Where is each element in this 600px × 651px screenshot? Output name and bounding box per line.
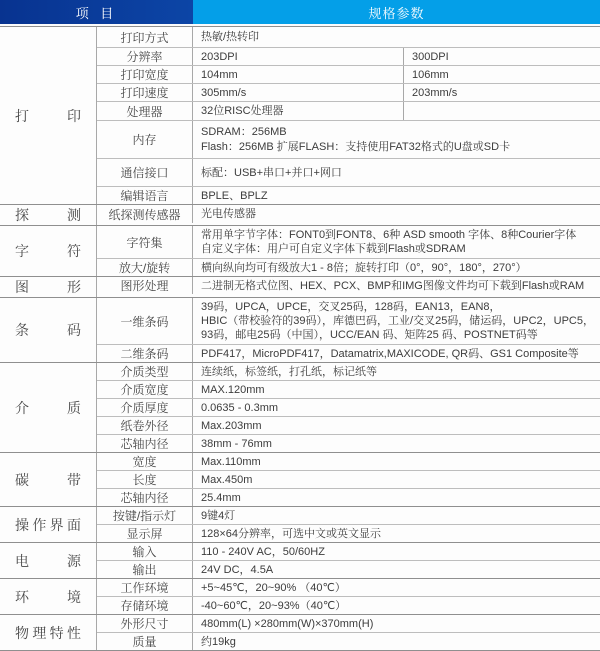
category-label: 操作界面	[15, 516, 81, 533]
row-label: 介质厚度	[97, 399, 193, 416]
row-label: 图形处理	[97, 277, 193, 294]
section-environment	[0, 579, 600, 615]
row-value	[193, 298, 600, 344]
section-physical	[0, 615, 600, 651]
row-value: 24V DC，4.5A	[201, 563, 274, 576]
row-label: 打印宽度	[97, 66, 193, 83]
row-label: 字符集	[97, 226, 193, 258]
table-row	[97, 524, 600, 542]
value-line: 93码，邮电25码（中国），UCC/EAN 码、矩阵25 码、POSTNET码等	[201, 329, 538, 341]
row-label: 外形尺寸	[97, 615, 193, 632]
row-value-2: 203mm/s	[412, 86, 458, 99]
table-row	[97, 596, 600, 614]
table-row	[97, 158, 600, 186]
row-value: 连续纸，标签纸，打孔纸，标记纸等	[201, 365, 377, 378]
row-value: 热敏/热转印	[201, 31, 260, 43]
row-value: 0.0635 - 0.3mm	[201, 401, 279, 414]
row-label: 放大/旋转	[97, 259, 193, 276]
category-label: 电 源	[15, 552, 81, 569]
table-row	[97, 398, 600, 416]
row-label: 长度	[97, 471, 193, 488]
row-value: -40~60℃，20~93%（40℃）	[201, 599, 347, 612]
table-row	[97, 277, 600, 294]
table-row	[97, 416, 600, 434]
section-graphics	[0, 277, 600, 298]
table-row	[97, 560, 600, 578]
table-row	[97, 186, 600, 204]
category-label: 条 码	[15, 322, 81, 338]
row-label: 宽度	[97, 453, 193, 470]
table-row	[97, 363, 600, 380]
section-operation-panel	[0, 507, 600, 543]
row-value: BPLE、BPLZ	[201, 189, 268, 202]
header-item-cell: 项 目	[0, 0, 193, 24]
row-label: 处理器	[97, 102, 193, 120]
row-value: 约19kg	[201, 635, 236, 648]
row-label: 纸卷外径	[97, 417, 193, 434]
table-row	[97, 380, 600, 398]
section-print	[0, 27, 600, 205]
row-label: 分辨率	[97, 48, 193, 65]
category-cell	[0, 543, 97, 578]
table-row	[97, 344, 600, 362]
row-value: MAX.120mm	[201, 383, 265, 396]
table-row	[97, 83, 600, 101]
row-value: Max.450m	[201, 473, 253, 486]
table-header	[0, 0, 600, 24]
row-value-2: 106mm	[412, 68, 449, 81]
category-label: 打 印	[15, 107, 81, 124]
row-value: 128×64分辨率，可选中文或英文显示	[201, 527, 382, 540]
row-value: PDF417，MicroPDF417，Datamatrix,MAXICODE, QR码、GS1 Composite等	[201, 347, 579, 360]
row-label: 打印速度	[97, 84, 193, 101]
row-value: 480mm(L) ×280mm(W)×370mm(H)	[201, 617, 374, 630]
table-row	[97, 120, 600, 158]
section-character	[0, 226, 600, 277]
category-cell	[0, 507, 97, 542]
row-label: 一维条码	[97, 298, 193, 344]
row-value: 二进制无格式位图、HEX、PCX、BMP和IMG图像文件均可下载到Flash或RAM	[201, 279, 585, 292]
row-label: 芯轴内径	[97, 489, 193, 506]
category-cell	[0, 363, 97, 452]
row-label: 通信接口	[97, 159, 193, 186]
row-value	[193, 121, 600, 158]
table-row	[97, 632, 600, 650]
row-value-2	[404, 102, 600, 120]
row-label: 存储环境	[97, 597, 193, 614]
row-value: 104mm	[193, 66, 404, 83]
row-value: 25.4mm	[201, 491, 241, 504]
spec-table	[0, 26, 600, 651]
section-detection	[0, 205, 600, 226]
row-value: 38mm - 76mm	[201, 437, 272, 450]
table-row	[97, 434, 600, 452]
category-label: 字 符	[15, 243, 81, 259]
table-row	[97, 226, 600, 258]
row-value-2: 300DPI	[412, 50, 449, 63]
row-label: 纸探测传感器	[97, 205, 193, 223]
value-line: HBIC（带校验符的39码），库德巴码，工业/交叉25码，储运码，UPC2，UPC5，	[201, 315, 594, 327]
row-label: 按键/指示灯	[97, 507, 193, 524]
row-value	[193, 226, 600, 258]
category-cell	[0, 27, 97, 204]
table-row	[97, 205, 600, 223]
category-cell	[0, 277, 97, 297]
row-label: 输出	[97, 561, 193, 578]
row-value: 32位RISC处理器	[193, 102, 404, 120]
row-value: 9键4灯	[201, 509, 236, 522]
row-value: Max.203mm	[201, 419, 262, 432]
table-row	[97, 47, 600, 65]
row-label: 输入	[97, 543, 193, 560]
value-line: Flash：256MB 扩展FLASH：支持使用FAT32格式的U盘或SD卡	[201, 141, 511, 154]
row-label: 质量	[97, 633, 193, 650]
table-row	[97, 615, 600, 632]
category-label: 环 境	[15, 588, 81, 605]
row-label: 介质宽度	[97, 381, 193, 398]
section-barcode	[0, 298, 600, 363]
header-spec-cell: 规格参数	[193, 0, 600, 24]
row-label: 打印方式	[97, 27, 193, 47]
category-cell	[0, 453, 97, 506]
table-row	[97, 453, 600, 470]
value-line: 39码，UPCA，UPCE，交叉25码，128码，EAN13，EAN8，	[201, 301, 501, 313]
table-row	[97, 579, 600, 596]
row-label: 编辑语言	[97, 187, 193, 204]
value-line: 自定义字体：用户可自定义字体下载到Flash或SDRAM	[201, 243, 466, 255]
table-row	[97, 470, 600, 488]
row-label: 显示屏	[97, 525, 193, 542]
row-label: 工作环境	[97, 579, 193, 596]
row-label: 芯轴内径	[97, 435, 193, 452]
category-label: 图 形	[15, 279, 81, 295]
row-value: 标配：USB+串口+并口+网口	[201, 166, 342, 179]
category-cell	[0, 205, 97, 225]
row-label: 内存	[97, 121, 193, 158]
row-label: 介质类型	[97, 363, 193, 380]
table-row	[97, 488, 600, 506]
category-label: 探 测	[15, 207, 81, 223]
table-row	[97, 543, 600, 560]
table-row	[97, 65, 600, 83]
category-label: 碳 带	[15, 471, 81, 488]
category-cell	[0, 226, 97, 276]
section-ribbon	[0, 453, 600, 507]
row-label: 二维条码	[97, 345, 193, 362]
table-row	[97, 507, 600, 524]
row-value: Max.110mm	[201, 455, 261, 468]
row-value: 203DPI	[193, 48, 404, 65]
section-media	[0, 363, 600, 453]
table-row	[97, 298, 600, 344]
row-value: 305mm/s	[193, 84, 404, 101]
category-label: 物理特性	[15, 624, 81, 641]
table-row	[97, 258, 600, 276]
table-row	[97, 101, 600, 120]
value-line: SDRAM：256MB	[201, 125, 287, 138]
category-label: 介 质	[15, 399, 81, 416]
category-cell	[0, 615, 97, 650]
row-value: 横向纵向均可有级放大1 - 8倍；旋转打印（0°，90°，180°，270°）	[201, 261, 527, 274]
category-cell	[0, 579, 97, 614]
category-cell	[0, 298, 97, 362]
row-value: 110 - 240V AC，50/60HZ	[201, 545, 325, 558]
row-value: 光电传感器	[201, 208, 256, 220]
section-power	[0, 543, 600, 579]
table-row	[97, 27, 600, 47]
row-value: +5~45℃，20~90% （40℃）	[201, 581, 346, 594]
value-line: 常用单字节字体：FONT0到FONT8、6种 ASD smooth 字体、8种Courier字体	[201, 229, 577, 241]
